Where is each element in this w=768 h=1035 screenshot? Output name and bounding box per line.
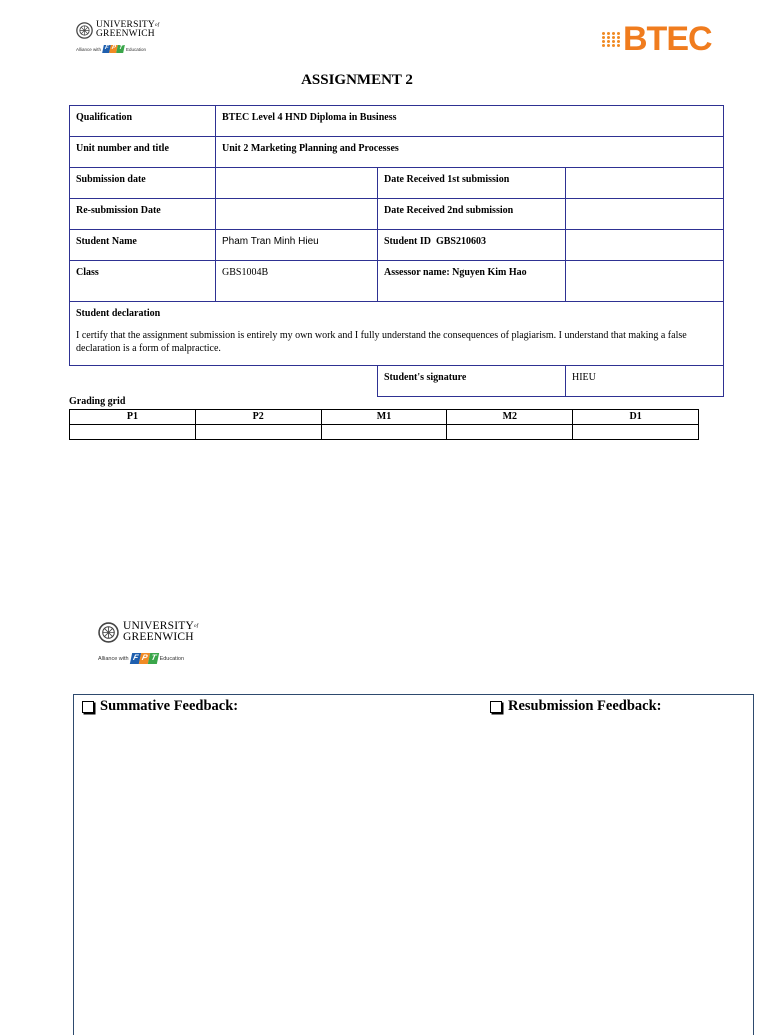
btec-logo (602, 22, 712, 56)
university-greenwich-logo (76, 21, 159, 53)
grading-value-row (70, 425, 699, 440)
grading-grid-label: Grading grid (69, 396, 126, 407)
student-id-value[interactable]: GBS210603 (435, 236, 486, 247)
assessor-cell (378, 261, 566, 302)
signature-row (70, 366, 724, 397)
class-row (70, 261, 724, 302)
checkbox-icon[interactable] (490, 701, 502, 713)
feedback-box (73, 694, 754, 1035)
assessor-label: Assessor name: (384, 267, 450, 278)
alliance-fpt-line: Alliance with F P T Education (98, 653, 185, 662)
fpt-logo: F P T (131, 653, 158, 664)
resubmission-date-value[interactable] (216, 199, 378, 230)
student-name-row (70, 230, 724, 261)
signature-spacer (70, 366, 378, 397)
assessor-value[interactable]: Nguyen Kim Hao (452, 267, 527, 278)
university-crest-icon (98, 622, 119, 643)
qualification-value: BTEC Level 4 HND Diploma in Business (216, 106, 724, 137)
submission-date-value[interactable] (216, 168, 378, 199)
grade-header-d1: D1 (573, 410, 699, 425)
btec-dots-icon (602, 32, 621, 47)
date-received-1-label: Date Received 1st submission (378, 168, 566, 199)
grade-header-p1: P1 (70, 410, 196, 425)
university-name: $UNIVERSITY^{of}$ GREENWICH (123, 620, 199, 643)
qualification-label: Qualification (70, 106, 216, 137)
university-name: $UNIVERSITY^{of}$ GREENWICH (96, 20, 160, 39)
declaration-cell (70, 302, 724, 366)
qualification-row (70, 106, 724, 137)
signature-label: Student's signature (378, 366, 566, 397)
student-name-label: Student Name (70, 230, 216, 261)
date-received-2-label: Date Received 2nd submission (378, 199, 566, 230)
grade-value-m2[interactable] (447, 425, 573, 440)
resubmission-date-row (70, 199, 724, 230)
checkbox-icon[interactable] (82, 701, 94, 713)
assignment-title: ASSIGNMENT 2 (301, 72, 413, 88)
grade-value-p2[interactable] (195, 425, 321, 440)
university-greenwich-logo-2 (98, 621, 198, 664)
unit-row (70, 137, 724, 168)
summative-feedback-label: Summative Feedback: (100, 698, 239, 714)
student-name-value[interactable]: Pham Tran Minh Hieu (216, 230, 378, 261)
resubmission-feedback-label: Resubmission Feedback: (508, 698, 662, 714)
date-received-2-value[interactable] (566, 199, 724, 230)
date-received-1-value[interactable] (566, 168, 724, 199)
class-label: Class (70, 261, 216, 302)
student-id-label: Student ID (384, 236, 431, 247)
summative-feedback-option[interactable] (82, 698, 238, 715)
student-id-empty-cell (566, 230, 724, 261)
resubmission-feedback-option[interactable] (490, 698, 661, 715)
fpt-logo: F P T (103, 45, 124, 53)
university-crest-icon (76, 22, 93, 39)
grade-header-p2: P2 (195, 410, 321, 425)
student-id-cell (378, 230, 566, 261)
grading-grid-table (69, 409, 699, 440)
btec-wordmark: BTEC (623, 20, 712, 58)
assessor-empty-cell (566, 261, 724, 302)
grade-header-m1: M1 (321, 410, 447, 425)
submission-date-label: Submission date (70, 168, 216, 199)
class-value[interactable]: GBS1004B (216, 261, 378, 302)
assignment-info-table (69, 105, 724, 397)
grade-value-d1[interactable] (573, 425, 699, 440)
resubmission-date-label: Re-submission Date (70, 199, 216, 230)
submission-date-row (70, 168, 724, 199)
unit-label: Unit number and title (70, 137, 216, 168)
grading-header-row (70, 410, 699, 425)
alliance-fpt-line: Alliance with F P T Education (76, 45, 147, 52)
declaration-text: I certify that the assignment submission is entirely my own work and I fully understand the consequences of plagiarism. I understand that making a false declaration is a form of malpractice. (76, 330, 687, 354)
declaration-heading: Student declaration (76, 308, 161, 319)
grade-value-p1[interactable] (70, 425, 196, 440)
grade-value-m1[interactable] (321, 425, 447, 440)
unit-value: Unit 2 Marketing Planning and Processes (216, 137, 724, 168)
signature-value[interactable]: HIEU (566, 366, 724, 397)
declaration-row (70, 302, 724, 366)
grade-header-m2: M2 (447, 410, 573, 425)
